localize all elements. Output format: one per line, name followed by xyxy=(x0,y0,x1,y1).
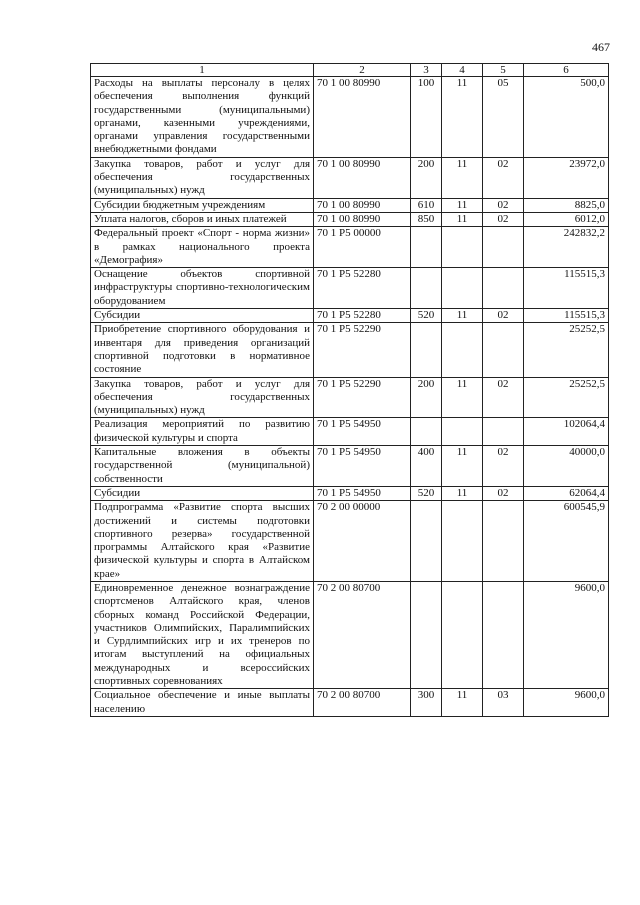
expenditure-name-cell: Расходы на выплаты персоналу в целях обеспечения выполнения функций государственными (муниципальными) органами, казенными учреждениями, органами управления государственными внебюджетными фондами xyxy=(91,77,314,158)
expense-type-cell xyxy=(411,418,442,446)
expense-type-cell: 850 xyxy=(411,212,442,226)
amount-cell: 600545,9 xyxy=(524,501,609,582)
header-cell: 2 xyxy=(314,64,411,77)
expenditure-name-cell: Уплата налогов, сборов и иных платежей xyxy=(91,212,314,226)
section-cell: 11 xyxy=(442,377,483,418)
target-code-cell: 70 1 00 80990 xyxy=(314,198,411,212)
target-code-cell: 70 1 P5 54950 xyxy=(314,446,411,487)
amount-cell: 25252,5 xyxy=(524,377,609,418)
table-row xyxy=(91,486,609,500)
header-cell: 3 xyxy=(411,64,442,77)
subsection-cell: 05 xyxy=(483,77,524,158)
table-row xyxy=(91,198,609,212)
subsection-cell xyxy=(483,268,524,309)
amount-cell: 115515,3 xyxy=(524,309,609,323)
target-code-cell: 70 1 P5 54950 xyxy=(314,486,411,500)
amount-cell: 500,0 xyxy=(524,77,609,158)
expense-type-cell: 400 xyxy=(411,446,442,487)
expenditure-name-cell: Закупка товаров, работ и услуг для обеспечения государственных (муниципальных) нужд xyxy=(91,377,314,418)
section-cell: 11 xyxy=(442,157,483,198)
section-cell xyxy=(442,323,483,377)
expense-type-cell: 520 xyxy=(411,309,442,323)
expense-type-cell: 300 xyxy=(411,689,442,717)
section-cell: 11 xyxy=(442,309,483,323)
target-code-cell: 70 2 00 80700 xyxy=(314,689,411,717)
table-row xyxy=(91,77,609,158)
expenditure-name-cell: Оснащение объектов спортивной инфраструктуры спортивно-технологическим оборудованием xyxy=(91,268,314,309)
expenditure-name-cell: Субсидии xyxy=(91,486,314,500)
amount-cell: 62064,4 xyxy=(524,486,609,500)
table-row xyxy=(91,157,609,198)
expense-type-cell xyxy=(411,501,442,582)
expense-type-cell xyxy=(411,227,442,268)
section-cell: 11 xyxy=(442,689,483,717)
amount-cell: 8825,0 xyxy=(524,198,609,212)
expenditure-name-cell: Подпрограмма «Развитие спорта высших достижений и системы подготовки спортивного резерва» государственной программы Алтайского края «Развитие физической культуры и спорта в Алтайском крае» xyxy=(91,501,314,582)
expenditure-name-cell: Приобретение спортивного оборудования и инвентаря для приведения организаций спортивной подготовки в нормативное состояние xyxy=(91,323,314,377)
section-cell xyxy=(442,227,483,268)
header-cell: 1 xyxy=(91,64,314,77)
section-cell: 11 xyxy=(442,212,483,226)
header-cell: 4 xyxy=(442,64,483,77)
expense-type-cell: 100 xyxy=(411,77,442,158)
section-cell xyxy=(442,581,483,688)
section-cell: 11 xyxy=(442,77,483,158)
target-code-cell: 70 1 00 80990 xyxy=(314,212,411,226)
table-row xyxy=(91,446,609,487)
section-cell: 11 xyxy=(442,198,483,212)
table-row xyxy=(91,418,609,446)
amount-cell: 6012,0 xyxy=(524,212,609,226)
expenditure-name-cell: Капитальные вложения в объекты государственной (муниципальной) собственности xyxy=(91,446,314,487)
target-code-cell: 70 1 00 80990 xyxy=(314,77,411,158)
expenditure-name-cell: Федеральный проект «Спорт - норма жизни» в рамках национального проекта «Демография» xyxy=(91,227,314,268)
table-body xyxy=(91,77,609,717)
subsection-cell: 02 xyxy=(483,486,524,500)
section-cell xyxy=(442,501,483,582)
expense-type-cell: 200 xyxy=(411,157,442,198)
table-row xyxy=(91,212,609,226)
expenditure-name-cell: Субсидии xyxy=(91,309,314,323)
table-row xyxy=(91,377,609,418)
table-row xyxy=(91,309,609,323)
subsection-cell xyxy=(483,501,524,582)
target-code-cell: 70 2 00 80700 xyxy=(314,581,411,688)
target-code-cell: 70 1 P5 52290 xyxy=(314,377,411,418)
target-code-cell: 70 1 00 80990 xyxy=(314,157,411,198)
header-row xyxy=(91,64,609,77)
subsection-cell: 02 xyxy=(483,157,524,198)
amount-cell: 242832,2 xyxy=(524,227,609,268)
subsection-cell: 02 xyxy=(483,309,524,323)
section-cell xyxy=(442,418,483,446)
expense-type-cell xyxy=(411,268,442,309)
table-row xyxy=(91,501,609,582)
amount-cell: 9600,0 xyxy=(524,689,609,717)
target-code-cell: 70 1 P5 52280 xyxy=(314,309,411,323)
budget-table xyxy=(90,63,609,717)
subsection-cell: 02 xyxy=(483,377,524,418)
subsection-cell: 02 xyxy=(483,446,524,487)
header-cell: 5 xyxy=(483,64,524,77)
expense-type-cell xyxy=(411,581,442,688)
subsection-cell xyxy=(483,418,524,446)
section-cell xyxy=(442,268,483,309)
header-cell: 6 xyxy=(524,64,609,77)
expenditure-name-cell: Социальное обеспечение и иные выплаты населению xyxy=(91,689,314,717)
expenditure-name-cell: Субсидии бюджетным учреждениям xyxy=(91,198,314,212)
table-row xyxy=(91,689,609,717)
amount-cell: 115515,3 xyxy=(524,268,609,309)
amount-cell: 23972,0 xyxy=(524,157,609,198)
expense-type-cell xyxy=(411,323,442,377)
target-code-cell: 70 1 P5 52280 xyxy=(314,268,411,309)
expense-type-cell: 520 xyxy=(411,486,442,500)
table-row xyxy=(91,581,609,688)
expenditure-name-cell: Реализация мероприятий по развитию физической культуры и спорта xyxy=(91,418,314,446)
subsection-cell xyxy=(483,227,524,268)
table-row xyxy=(91,227,609,268)
target-code-cell: 70 2 00 00000 xyxy=(314,501,411,582)
expense-type-cell: 610 xyxy=(411,198,442,212)
amount-cell: 40000,0 xyxy=(524,446,609,487)
subsection-cell: 03 xyxy=(483,689,524,717)
section-cell: 11 xyxy=(442,446,483,487)
subsection-cell: 02 xyxy=(483,212,524,226)
subsection-cell: 02 xyxy=(483,198,524,212)
subsection-cell xyxy=(483,323,524,377)
subsection-cell xyxy=(483,581,524,688)
amount-cell: 25252,5 xyxy=(524,323,609,377)
table-row xyxy=(91,268,609,309)
expenditure-name-cell: Закупка товаров, работ и услуг для обеспечения государственных (муниципальных) нужд xyxy=(91,157,314,198)
amount-cell: 9600,0 xyxy=(524,581,609,688)
target-code-cell: 70 1 P5 00000 xyxy=(314,227,411,268)
expenditure-name-cell: Единовременное денежное вознаграждение спортсменов Алтайского края, членов сборных команд Российской Федерации, участников Олимпийских, Паралимпийских и Сурдлимпийских игр и их тренеров по итогам выступлений на официальных международных и всероссийских спортивных соревнованиях xyxy=(91,581,314,688)
amount-cell: 102064,4 xyxy=(524,418,609,446)
table-row xyxy=(91,323,609,377)
expense-type-cell: 200 xyxy=(411,377,442,418)
page-number: 467 xyxy=(592,40,610,54)
target-code-cell: 70 1 P5 52290 xyxy=(314,323,411,377)
section-cell: 11 xyxy=(442,486,483,500)
target-code-cell: 70 1 P5 54950 xyxy=(314,418,411,446)
